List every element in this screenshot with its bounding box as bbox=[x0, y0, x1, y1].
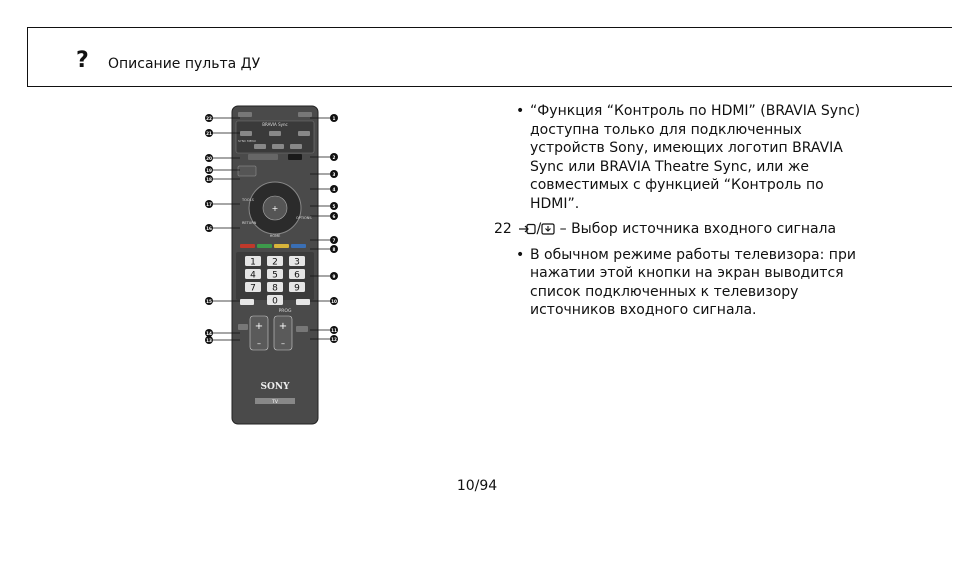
bullet-dot: • bbox=[516, 246, 525, 263]
transport-play bbox=[269, 131, 281, 136]
item-description: – Выбор источника входного сигнала bbox=[555, 221, 837, 237]
transport-ff bbox=[298, 131, 310, 136]
sony-logo: SONY bbox=[260, 382, 290, 392]
description-text bbox=[494, 102, 894, 320]
ok-glyph: + bbox=[271, 204, 279, 213]
section-header bbox=[27, 27, 952, 87]
digital-analog-button bbox=[238, 166, 256, 176]
teletext-key bbox=[240, 299, 254, 305]
callout-number: 6 bbox=[332, 213, 336, 219]
hold-source-icon bbox=[541, 223, 555, 235]
callout-number: 21 bbox=[206, 130, 212, 136]
input-button bbox=[238, 112, 252, 117]
bullet-line: В обычном режиме работы телевизора: при bbox=[530, 246, 856, 263]
callout-number: 2 bbox=[332, 154, 336, 160]
vol-minus: – bbox=[257, 339, 261, 348]
callout-number: 17 bbox=[206, 201, 212, 207]
prog-plus: + bbox=[278, 321, 288, 332]
bullet-line: совместимых с функцией “Контроль по bbox=[530, 177, 824, 193]
item-22-heading bbox=[494, 220, 894, 239]
bravia-sync-label: BRAVIA Sync bbox=[262, 122, 288, 127]
transport-rew bbox=[240, 131, 252, 136]
numpad-key-label: 9 bbox=[294, 283, 300, 294]
callout-number: 18 bbox=[206, 176, 212, 182]
callout-number: 4 bbox=[332, 186, 336, 192]
bullet-line: нажатии этой кнопки на экран выводится bbox=[530, 265, 844, 281]
home-label: HOME bbox=[269, 234, 281, 238]
numpad-key-label: 4 bbox=[250, 270, 256, 281]
bullet-line: “Функция “Контроль по HDMI” (BRAVIA Sync) bbox=[530, 103, 861, 119]
tv-label: TV bbox=[272, 400, 278, 405]
input-source-icon bbox=[518, 223, 536, 235]
bullet-dot: • bbox=[516, 103, 525, 119]
prog-label: PROG bbox=[278, 309, 292, 314]
rec-button bbox=[288, 154, 302, 160]
numpad-key-label: 8 bbox=[272, 283, 278, 294]
callout-number: 10 bbox=[331, 298, 337, 304]
separator: / bbox=[536, 221, 542, 237]
callout-number: 11 bbox=[331, 327, 337, 333]
transport-prev bbox=[254, 144, 266, 149]
callout-number: 5 bbox=[332, 203, 336, 209]
power-button bbox=[298, 112, 312, 117]
page-number: 10/94 bbox=[456, 478, 498, 494]
callout-number: 15 bbox=[206, 298, 212, 304]
callout-number: 22 bbox=[206, 115, 212, 121]
callout-number: 7 bbox=[332, 237, 336, 243]
bullet-line: Sync или BRAVIA Theatre Sync, или же bbox=[530, 158, 810, 175]
audio-key bbox=[296, 326, 308, 332]
callout-number: 16 bbox=[206, 225, 212, 231]
callout-number: 13 bbox=[206, 337, 212, 343]
page-title: Описание пульта ДУ bbox=[108, 56, 261, 72]
callout-number: 20 bbox=[206, 155, 212, 161]
bullet-input-list bbox=[494, 246, 894, 320]
color-key-yellow bbox=[274, 244, 289, 248]
transport-next bbox=[290, 144, 302, 149]
tools-label: TOOLS bbox=[242, 198, 254, 202]
numpad-key-label: 3 bbox=[294, 257, 300, 268]
color-key-red bbox=[240, 244, 255, 248]
numpad-key-label: 6 bbox=[294, 270, 300, 281]
item-number: 22 bbox=[494, 221, 512, 237]
callout-number: 3 bbox=[332, 171, 336, 177]
mute-key bbox=[238, 324, 248, 330]
bullet-line: устройств Sony, имеющих логотип BRAVIA bbox=[530, 140, 843, 156]
bullet-line: источников входного сигнала. bbox=[530, 302, 757, 318]
sync-menu-label: SYNC MENU bbox=[238, 139, 256, 143]
prog-minus: – bbox=[281, 339, 285, 348]
numpad-key-label: 5 bbox=[272, 270, 278, 281]
callout-number: 19 bbox=[206, 167, 212, 173]
callout-number: 1 bbox=[332, 115, 336, 121]
bullet-line: список подключенных к телевизору bbox=[530, 283, 799, 300]
numpad-key-label: 2 bbox=[272, 257, 278, 268]
bullet-line: доступна только для подключенных bbox=[530, 121, 802, 138]
numpad-key-label: 1 bbox=[250, 257, 256, 268]
help-question-icon: ? bbox=[76, 48, 89, 73]
options-label: OPTIONS bbox=[296, 216, 312, 220]
remote-illustration bbox=[200, 104, 350, 426]
guide-key bbox=[296, 299, 310, 305]
callout-number: 8 bbox=[332, 246, 336, 252]
bullet-line: HDMI”. bbox=[530, 195, 580, 212]
transport-pause bbox=[272, 144, 284, 149]
vol-plus: + bbox=[254, 321, 264, 332]
callout-number: 14 bbox=[206, 330, 212, 336]
teletext-button bbox=[248, 154, 278, 160]
return-label: RETURN bbox=[242, 221, 257, 225]
color-key-green bbox=[257, 244, 272, 248]
numpad-key-label: 0 bbox=[272, 296, 278, 307]
callout-number: 9 bbox=[332, 273, 336, 279]
remote-diagram bbox=[200, 104, 350, 426]
callout-number: 12 bbox=[331, 336, 337, 342]
bullet-hdmi-note bbox=[494, 102, 894, 213]
color-key-blue bbox=[291, 244, 306, 248]
numpad-key-label: 7 bbox=[250, 283, 256, 294]
